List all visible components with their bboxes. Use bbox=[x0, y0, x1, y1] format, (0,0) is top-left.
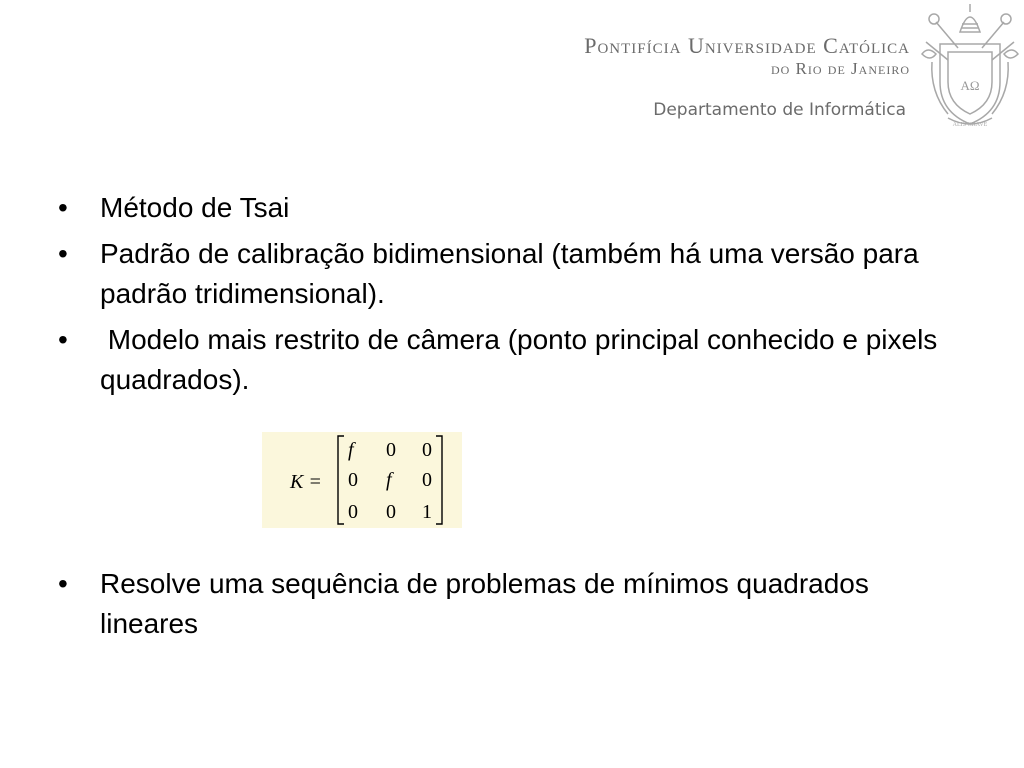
university-seal-logo bbox=[918, 2, 1022, 130]
seal-motto: ALIS GRAVE bbox=[952, 122, 988, 128]
matrix-cell: 0 bbox=[348, 469, 358, 491]
matrix-cell: 0 bbox=[422, 469, 432, 491]
bullet-list-bottom bbox=[58, 564, 938, 650]
bullet-text: Método de Tsai bbox=[100, 192, 290, 223]
matrix-cell: 1 bbox=[422, 501, 432, 523]
bullet-list bbox=[58, 188, 946, 406]
bullet-marker: • bbox=[58, 568, 68, 599]
bullet-text: Padrão de calibração bidimensional (também há uma versão para padrão tridimensional). bbox=[100, 238, 919, 309]
bullet-text: Modelo mais restrito de câmera (ponto principal conhecido e pixels quadrados). bbox=[100, 324, 946, 395]
bullet-marker: • bbox=[58, 324, 68, 355]
seal-icon bbox=[918, 2, 1022, 130]
university-name bbox=[584, 32, 910, 78]
matrix-cell: 0 bbox=[422, 439, 432, 461]
bullet-marker: • bbox=[58, 238, 68, 269]
matrix-svg bbox=[262, 432, 462, 528]
intrinsic-matrix-equation bbox=[262, 432, 462, 528]
matrix-cell: f bbox=[348, 439, 354, 461]
matrix-left-bracket bbox=[338, 436, 344, 524]
seal-letters: ΑΩ bbox=[960, 78, 980, 93]
bullet-text: Resolve uma sequência de problemas de mínimos quadrados lineares bbox=[100, 568, 869, 639]
matrix-right-bracket bbox=[436, 436, 442, 524]
department-name: Departamento de Informática bbox=[653, 100, 906, 120]
matrix-label: K = bbox=[290, 471, 322, 493]
bullet-marker: • bbox=[58, 192, 68, 223]
university-name-line2: do Rio de Janeiro bbox=[770, 59, 910, 78]
bullet-item bbox=[58, 564, 938, 644]
bullet-item bbox=[58, 234, 938, 314]
bullet-item bbox=[58, 188, 938, 228]
matrix-cell: 0 bbox=[348, 501, 358, 523]
matrix-cell: f bbox=[386, 469, 392, 491]
matrix-cell: 0 bbox=[386, 501, 396, 523]
bullet-item bbox=[58, 320, 946, 400]
matrix-cell: 0 bbox=[386, 439, 396, 461]
university-name-line1: Pontifícia Universidade Católica bbox=[584, 33, 910, 58]
